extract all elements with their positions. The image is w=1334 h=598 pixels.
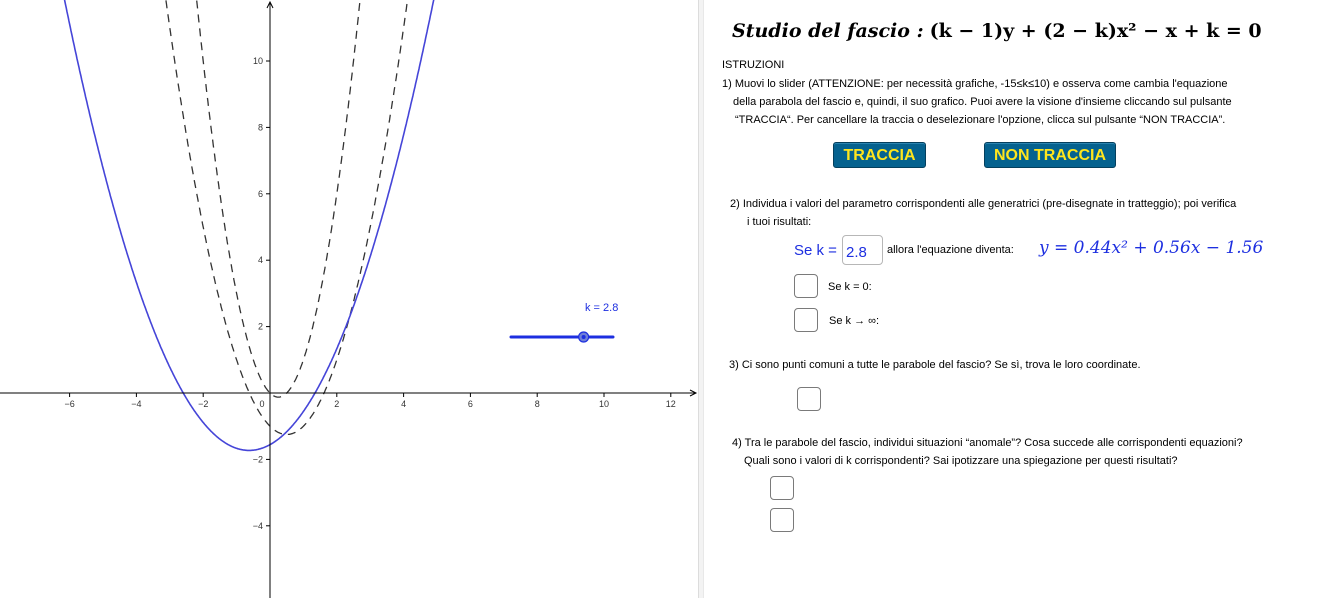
- x-tick-label: 10: [598, 399, 610, 409]
- se-k-label: Se k =: [794, 242, 837, 259]
- y-tick-label: −2: [252, 454, 263, 465]
- x-tick-label: 4: [401, 399, 407, 409]
- y-tick-label: −4: [252, 520, 263, 531]
- checkbox-k-infinity-label: Se k → ∞:: [829, 315, 880, 327]
- instruction-4-line-2: Quali sono i valori di k corrispondenti? Sai ipotizzare una spiegazione per questi risultati?: [744, 455, 1178, 467]
- y-tick-label: 8: [257, 122, 263, 133]
- axes-layer: [0, 2, 696, 598]
- checkbox-k-infinity[interactable]: [794, 308, 818, 332]
- instruction-1-line-1: 1) Muovi lo slider (ATTENZIONE: per necessità grafiche, -15≤k≤10) e osserva come cambia l'equazione: [722, 78, 1228, 90]
- x-tick-label: −6: [64, 399, 75, 409]
- x-tick-label: 12: [665, 399, 676, 409]
- instructions-panel: [705, 0, 1334, 598]
- checkbox-anomalies-1[interactable]: [770, 476, 794, 500]
- checkbox-common-points[interactable]: [797, 387, 821, 411]
- section-heading: ISTRUZIONI: [722, 59, 785, 71]
- instruction-2-line-1: 2) Individua i valori del parametro corrispondenti alle generatrici (pre-disegnate in tratteggio); poi verifica: [730, 198, 1237, 210]
- checkbox-anomalies-2[interactable]: [770, 508, 794, 532]
- slider-label: k = 2.8: [585, 302, 619, 314]
- x-tick-label: 8: [534, 399, 540, 409]
- traccia-button[interactable]: TRACCIA: [833, 142, 926, 168]
- allora-text: allora l'equazione diventa:: [887, 244, 1014, 256]
- equation-result: y = 0.44x² + 0.56x − 1.56: [1039, 238, 1264, 258]
- instruction-4-line-1: 4) Tra le parabole del fascio, individui situazioni “anomale”? Cosa succede alle corrispondenti equazioni?: [732, 437, 1243, 449]
- checkbox-k-zero-label: Se k = 0:: [828, 281, 872, 293]
- title-prefix: Studio del fascio :: [732, 20, 924, 42]
- instruction-1-line-3: “TRACCIA“. Per cancellare la traccia o deselezionare l'opzione, clicca sul pulsante “NON TRACCIA”.: [735, 114, 1226, 126]
- checkbox-k-zero[interactable]: [794, 274, 818, 298]
- x-tick-label: −4: [131, 399, 142, 409]
- instruction-1-line-2: della parabola del fascio e, quindi, il suo grafico. Puoi avere la visione d'insieme cliccando sul pulsante: [733, 96, 1232, 108]
- k-input-field[interactable]: [842, 235, 883, 265]
- slider-handle-dot: [582, 335, 586, 339]
- x-tick-label: 6: [467, 399, 473, 409]
- curves-layer: [53, 0, 445, 450]
- pencil-parabola: [53, 0, 445, 450]
- k-slider[interactable]: [511, 332, 613, 342]
- x-tick-label: 0: [259, 399, 265, 409]
- y-tick-label: 6: [257, 188, 263, 199]
- title-equation: (k − 1)y + (2 − k)x² − x + k = 0: [929, 20, 1262, 42]
- x-tick-label: 2: [334, 399, 340, 409]
- non-traccia-button[interactable]: NON TRACCIA: [984, 142, 1116, 168]
- instruction-3: 3) Ci sono punti comuni a tutte le parabole del fascio? Se sì, trova le loro coordinate.: [729, 359, 1141, 371]
- panel-divider[interactable]: [698, 0, 704, 598]
- y-tick-label: 4: [257, 255, 263, 266]
- page-title: [732, 20, 1262, 42]
- y-tick-label: 10: [252, 56, 263, 66]
- generator-parabola-k0: [191, 0, 365, 397]
- y-tick-label: 2: [257, 321, 263, 332]
- generator-parabola-kinf: [158, 0, 415, 435]
- x-tick-label: −2: [198, 399, 209, 409]
- instruction-2-line-2: i tuoi risultati:: [747, 216, 812, 228]
- tick-labels: [64, 56, 675, 531]
